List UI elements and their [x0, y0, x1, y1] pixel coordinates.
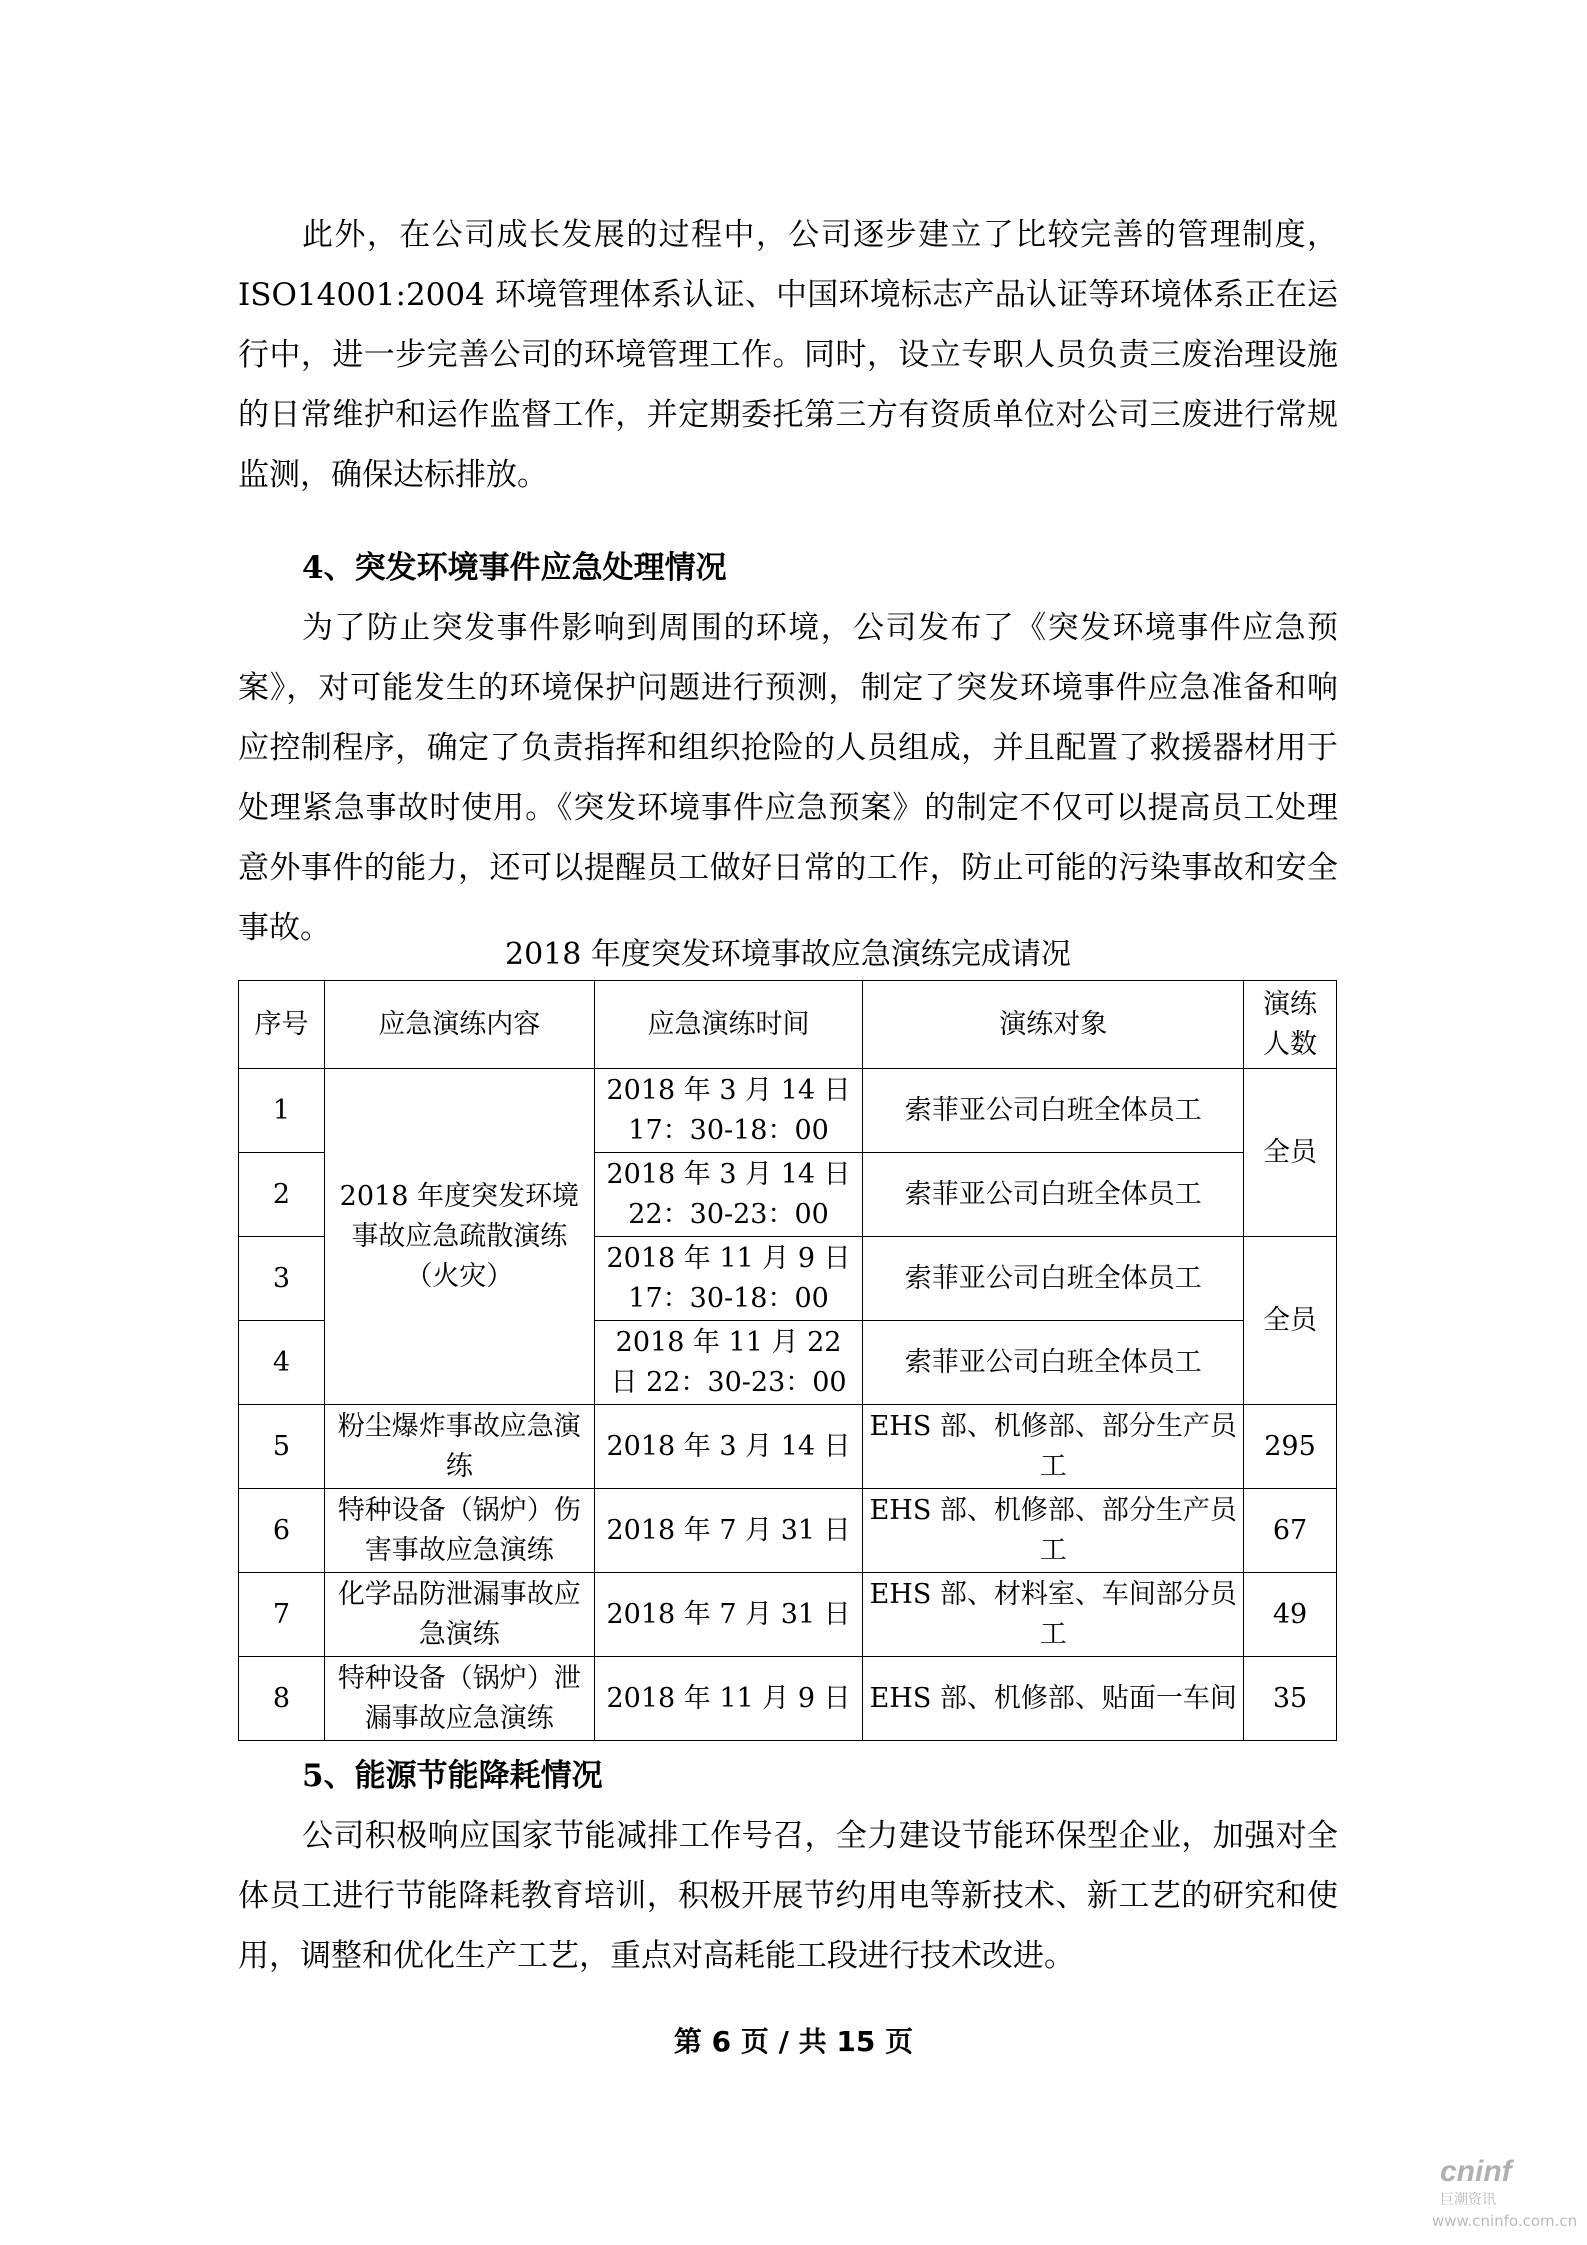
header-count: 演练人数 [1244, 981, 1337, 1069]
cell-no: 7 [239, 1573, 325, 1657]
cell-content: 化学品防泄漏事故应急演练 [324, 1573, 594, 1657]
cell-content: 特种设备（锅炉）伤害事故应急演练 [324, 1489, 594, 1573]
cell-no: 8 [239, 1657, 325, 1741]
cell-target: EHS 部、机修部、部分生产员工 [863, 1489, 1244, 1573]
header-content: 应急演练内容 [324, 981, 594, 1069]
header-time: 应急演练时间 [594, 981, 863, 1069]
paragraph-management: 此外，在公司成长发展的过程中，公司逐步建立了比较完善的管理制度，ISO14001:2004 环境管理体系认证、中国环境标志产品认证等环境体系正在运行中，进一步完善公司的环境管理工作。同时，设立专职人员负责三废治理设施的日常维护和运作监督工作，并定期委托第三方有资质单位对公司三废进行常规监测，确保达标排放。 [238, 217, 1338, 493]
cell-time: 2018 年 11 月 22 日 22：30-23：00 [594, 1321, 863, 1405]
cell-time: 2018 年 7 月 31 日 [594, 1573, 863, 1657]
cell-time: 2018 年 7 月 31 日 [594, 1489, 863, 1573]
header-no: 序号 [239, 981, 325, 1069]
cell-time: 2018 年 3 月 14 日 17：30-18：00 [594, 1069, 863, 1153]
table-row [239, 1657, 1337, 1741]
cell-target: 索菲亚公司白班全体员工 [863, 1069, 1244, 1153]
paragraph-emergency: 为了防止突发事件影响到周围的环境，公司发布了《突发环境事件应急预案》，对可能发生的环境保护问题进行预测，制定了突发环境事件应急准备和响应控制程序，确定了负责指挥和组织抢险的人员组成，并且配置了救援器材用于处理紧急事故时使用。《突发环境事件应急预案》的制定不仅可以提高员工处理意外事件的能力，还可以提醒员工做好日常的工作，防止可能的污染事故和安全事故。 [238, 610, 1338, 946]
paragraph-energy: 公司积极响应国家节能减排工作号召，全力建设节能环保型企业，加强对全体员工进行节能降耗教育培训，积极开展节约用电等新技术、新工艺的研究和使用，调整和优化生产工艺，重点对高耗能工段进行技术改进。 [238, 1818, 1338, 1974]
header-target: 演练对象 [863, 981, 1244, 1069]
cell-target: EHS 部、机修部、贴面一车间 [863, 1657, 1244, 1741]
logo-subtitle: 巨潮资讯 [1440, 2192, 1496, 2208]
cell-count: 67 [1244, 1489, 1337, 1573]
table-header-row [239, 981, 1337, 1069]
cell-count: 全员 [1244, 1237, 1337, 1405]
cell-target: 索菲亚公司白班全体员工 [863, 1321, 1244, 1405]
cell-content: 特种设备（锅炉）泄漏事故应急演练 [324, 1657, 594, 1741]
table-caption: 2018 年度突发环境事故应急演练完成请况 [505, 937, 1071, 972]
cell-count: 49 [1244, 1573, 1337, 1657]
table-row [239, 1405, 1337, 1489]
cell-content-merged: 2018 年度突发环境事故应急疏散演练（火灾） [324, 1069, 594, 1405]
cell-no: 6 [239, 1489, 325, 1573]
logo-url: www.cninfo.com.cn [1432, 2212, 1578, 2230]
table-row [239, 1573, 1337, 1657]
table-row [239, 1069, 1337, 1153]
cell-time: 2018 年 11 月 9 日 [594, 1657, 863, 1741]
drill-table [238, 980, 1337, 1741]
cell-time: 2018 年 3 月 14 日 [594, 1405, 863, 1489]
cell-no: 2 [239, 1153, 325, 1237]
section-heading-4: 4、突发环境事件应急处理情况 [302, 550, 727, 586]
cell-no: 1 [239, 1069, 325, 1153]
cell-time: 2018 年 11 月 9 日 17：30-18：00 [594, 1237, 863, 1321]
cell-target: EHS 部、材料室、车间部分员工 [863, 1573, 1244, 1657]
cell-target: 索菲亚公司白班全体员工 [863, 1153, 1244, 1237]
cell-count: 295 [1244, 1405, 1337, 1489]
page-footer: 第 6 页 / 共 15 页 [673, 2025, 914, 2058]
cell-count: 全员 [1244, 1069, 1337, 1237]
cell-no: 4 [239, 1321, 325, 1405]
cell-count: 35 [1244, 1657, 1337, 1741]
section-heading-5: 5、能源节能降耗情况 [302, 1758, 603, 1794]
cell-time: 2018 年 3 月 14 日 22：30-23：00 [594, 1153, 863, 1237]
cell-target: 索菲亚公司白班全体员工 [863, 1237, 1244, 1321]
cell-content: 粉尘爆炸事故应急演练 [324, 1405, 594, 1489]
cell-target: EHS 部、机修部、部分生产员工 [863, 1405, 1244, 1489]
cell-no: 3 [239, 1237, 325, 1321]
table-row [239, 1489, 1337, 1573]
cell-no: 5 [239, 1405, 325, 1489]
logo-brand: cninf [1440, 2155, 1512, 2188]
